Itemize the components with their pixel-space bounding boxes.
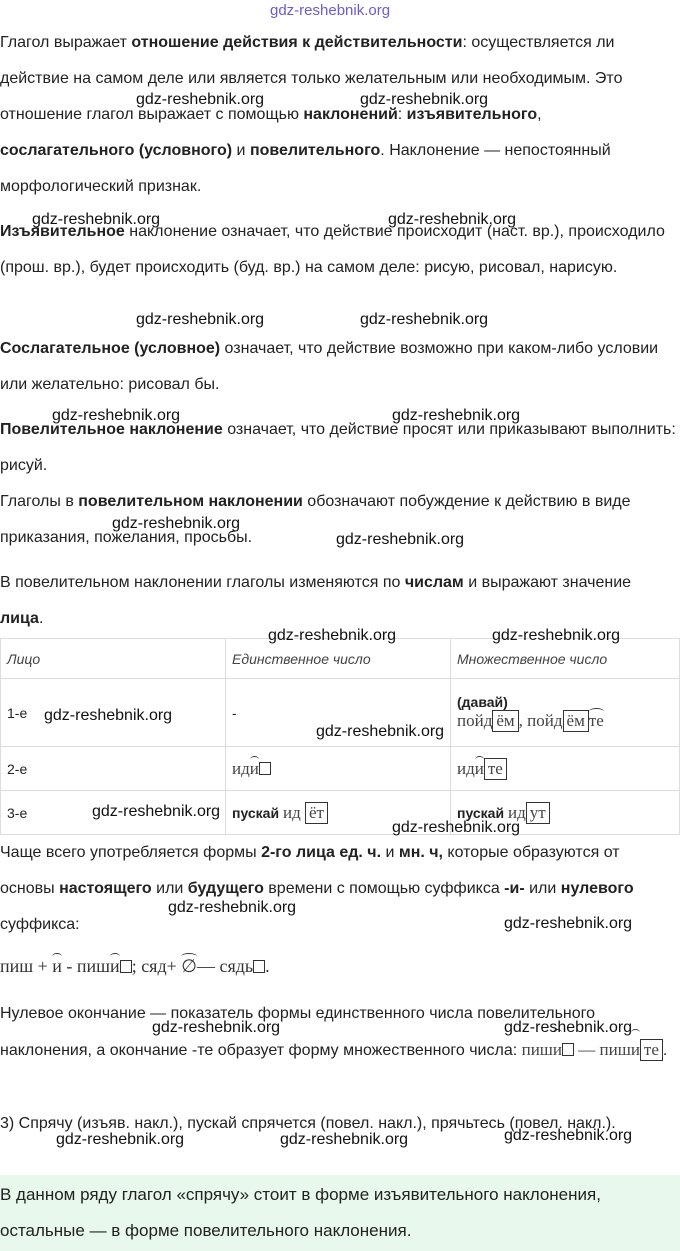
plural-cell xyxy=(451,679,680,747)
word-form xyxy=(283,803,328,822)
text: Глаголы в xyxy=(0,493,79,510)
watermark: gdz-reshebnik.org xyxy=(388,211,517,228)
table-header: Единственное число xyxy=(226,639,451,679)
bold-term: пускай xyxy=(232,804,280,821)
text: или xyxy=(524,880,561,897)
text: Чаще всего употребляется формы xyxy=(0,844,262,861)
bold-term: -и- xyxy=(504,880,525,897)
singular-cell xyxy=(226,747,451,791)
bold-term: числам xyxy=(404,574,464,591)
table-header: Лицо xyxy=(1,639,226,679)
watermark: gdz-reshebnik.org xyxy=(136,91,265,108)
bold-term: 2-го лица ед. ч. xyxy=(261,844,382,861)
stem: — пиш xyxy=(574,1040,631,1059)
table-header: Множественное число xyxy=(451,639,680,679)
watermark: gdz-reshebnik.org xyxy=(52,407,181,424)
formula-part: пиш + xyxy=(0,956,53,976)
bold-term: Сослагательное (условное) xyxy=(0,340,221,357)
watermark: gdz-reshebnik.org xyxy=(392,407,521,424)
text: : xyxy=(397,106,407,123)
person-cell: 1-е xyxy=(1,679,226,747)
watermark: gdz-reshebnik.org xyxy=(504,915,633,932)
text: : осуществляется ли действие на самом деле или является только желательным или необходимым. Это отношение глагол выражает с помощью xyxy=(0,34,623,123)
text: и xyxy=(381,844,399,861)
text: Глагол выражает xyxy=(0,34,132,51)
text: которые образуются от основы xyxy=(0,844,620,897)
site-watermark: gdz-reshebnik.org xyxy=(270,2,391,19)
text: , xyxy=(537,106,542,123)
conclusion-text: В данном ряду глагол «спрячу» стоит в форме изъявительного наклонения, остальные — в форме повелительного наклонения. xyxy=(0,1185,601,1240)
word-form xyxy=(457,759,507,778)
formula-part: - пиш xyxy=(61,956,111,976)
bold-term: (давай) xyxy=(457,693,508,710)
watermark: gdz-reshebnik.org xyxy=(360,91,489,108)
table-row xyxy=(1,747,680,791)
zero-ending-box xyxy=(259,762,271,775)
bold-term: повелительном наклонении xyxy=(78,493,303,510)
watermark: gdz-reshebnik.org xyxy=(168,899,297,916)
bold-term: изъявительного xyxy=(406,106,538,123)
plural-cell xyxy=(451,747,680,791)
zero-suffix-mark: ∅ xyxy=(181,956,197,976)
ending-box: те xyxy=(484,758,507,780)
bold-term: наклонений xyxy=(303,106,398,123)
bold-term: повелительного xyxy=(249,142,381,159)
text: . xyxy=(662,1042,668,1059)
watermark: gdz-reshebnik.org xyxy=(152,1019,281,1036)
watermark: gdz-reshebnik.org xyxy=(44,707,173,724)
singular-cell: - xyxy=(226,679,451,747)
bold-term: будущего xyxy=(187,880,264,897)
watermark: gdz-reshebnik.org xyxy=(112,515,241,532)
text: или xyxy=(151,880,188,897)
text: означает, что действие возможно при каком-либо условии или желательно: рисовал бы. xyxy=(0,340,659,393)
text: наклонение означает, что действие происходит (наст. вр.), происходило (прош. вр.), будет происходить (буд. вр.) на самом деле: рисую, рисовал, нарисую. xyxy=(0,223,665,276)
answer-item: 3) Спрячу (изъяв. накл.), пускай спрячется (повел. накл.), прячьтесь (повел. накл.). xyxy=(0,1115,616,1132)
suffix-mark: и xyxy=(110,956,120,976)
ending-box: ёт xyxy=(305,802,328,824)
person-cell: 3-е xyxy=(1,791,226,835)
text: Нулевое окончание — показатель формы единственного числа повелительного наклонения, а окончание -те образует форму множественного числа: xyxy=(0,1005,596,1059)
suffix-mark: и xyxy=(474,758,484,778)
suffix-mark: те xyxy=(588,710,604,730)
text: . Наклонение — непостоянный морфологический признак. xyxy=(0,142,611,195)
separator: , xyxy=(518,710,528,730)
stem: ид xyxy=(457,758,475,778)
bold-term: лица xyxy=(0,610,39,627)
bold-term: пускай xyxy=(457,804,505,821)
ending-box: ём xyxy=(492,710,518,732)
word-form xyxy=(522,1040,663,1059)
bold-term: отношение действия к действительности xyxy=(131,34,463,51)
suffix-mark: и xyxy=(52,956,62,976)
zero-ending-box xyxy=(120,960,132,973)
watermark: gdz-reshebnik.org xyxy=(280,1131,409,1148)
bold-term: Повелительное наклонение xyxy=(0,421,223,438)
watermark: gdz-reshebnik.org xyxy=(504,1127,633,1144)
zero-ending-box xyxy=(253,960,265,973)
stem: ид xyxy=(507,802,526,822)
suffix-mark: и xyxy=(249,758,259,778)
text: означает, что действие просят или приказывают выполнить: рисуй. xyxy=(0,421,676,474)
watermark: gdz-reshebnik.org xyxy=(336,531,465,548)
watermark: gdz-reshebnik.org xyxy=(268,627,397,644)
word-form xyxy=(457,711,604,730)
formula-part: — сядь xyxy=(196,956,254,976)
ending-box: ём xyxy=(563,710,589,732)
watermark: gdz-reshebnik.org xyxy=(92,803,221,820)
suffix-mark: и xyxy=(553,1032,562,1068)
watermark: gdz-reshebnik.org xyxy=(56,1131,185,1148)
formula-part: ; сяд+ xyxy=(131,956,182,976)
watermark: gdz-reshebnik.org xyxy=(316,723,445,740)
ending-box: ут xyxy=(526,802,550,824)
formula: пиш + и - пиши ; сяд+ ∅— сядь . xyxy=(0,956,270,976)
suffix-mark: и xyxy=(631,1032,640,1068)
bold-term: Изъявительное xyxy=(0,223,125,240)
watermark: gdz-reshebnik.org xyxy=(492,627,621,644)
bold-term: настоящего xyxy=(59,880,152,897)
stem: ид xyxy=(232,758,250,778)
bold-term: сослагательного (условного) xyxy=(0,142,233,159)
ending-box: те xyxy=(640,1039,663,1061)
bold-term: нулевого xyxy=(560,880,634,897)
text: и xyxy=(232,142,250,159)
stem: пойд xyxy=(457,710,493,730)
watermark: gdz-reshebnik.org xyxy=(392,819,521,836)
watermark: gdz-reshebnik.org xyxy=(136,311,265,328)
zero-ending-box xyxy=(562,1043,574,1056)
text: . xyxy=(38,610,44,627)
paragraph-subjunctive xyxy=(0,331,676,403)
stem: ид xyxy=(282,802,301,822)
text: времени с помощью суффикса xyxy=(263,880,505,897)
watermark: gdz-reshebnik.org xyxy=(32,211,161,228)
stem: пойд xyxy=(527,710,563,730)
watermark: gdz-reshebnik.org xyxy=(360,311,489,328)
bold-term: мн. ч, xyxy=(398,844,443,861)
paragraph-intro xyxy=(0,25,676,205)
text: В повелительном наклонении глаголы изменяются по xyxy=(0,574,405,591)
stem: пиш xyxy=(521,1040,553,1059)
text: суффикса: xyxy=(0,916,80,933)
word-form xyxy=(232,759,271,778)
person-cell: 2-е xyxy=(1,747,226,791)
text: обозначают побуждение к действию в виде приказания, пожелания, просьбы. xyxy=(0,493,631,546)
watermark: gdz-reshebnik.org xyxy=(504,1019,633,1036)
text: и выражают значение xyxy=(463,574,632,591)
